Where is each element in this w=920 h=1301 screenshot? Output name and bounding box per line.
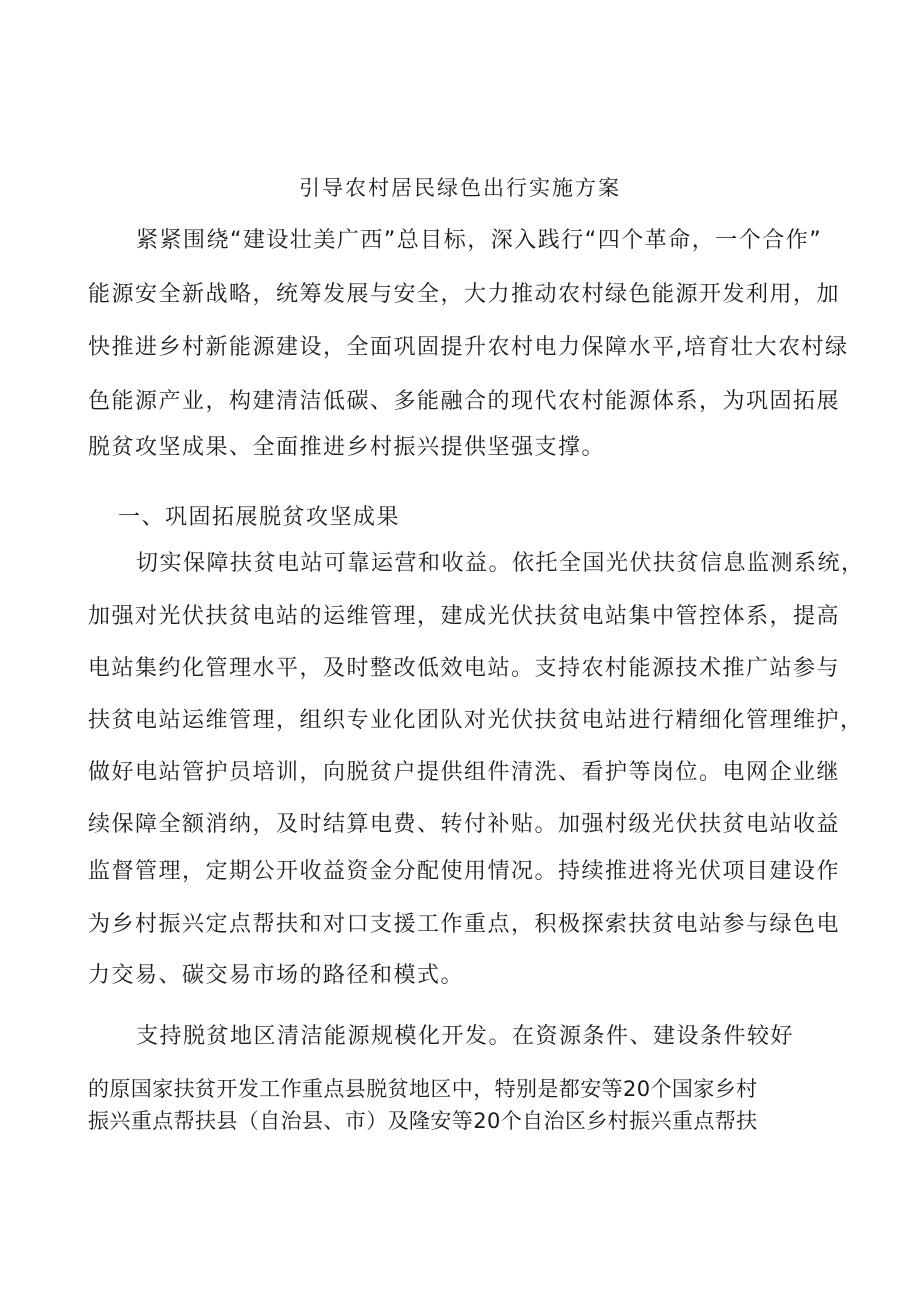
body-line: 监督管理，定期公开收益资金分配使用情况。持续推进将光伏项目建设作 [88, 859, 841, 884]
body-line: 做好电站管护员培训，向脱贫户提供组件清洗、看护等岗位。电网企业继 [88, 760, 841, 785]
intro-line: 紧紧围绕“建设壮美广西”总目标，深入践行“四个革命，一个合作” [136, 228, 823, 253]
section-heading: 一、巩固拓展脱贫攻坚成果 [118, 505, 401, 530]
body-line: 扶贫电站运维管理，组织专业化团队对光伏扶贫电站进行精细化管理维护， [88, 708, 864, 733]
body-line: 力交易、碳交易市场的路径和模式。 [88, 963, 465, 988]
body-line: 续保障全额消纳，及时结算电费、转付补贴。加强村级光伏扶贫电站收益 [88, 812, 841, 837]
body-line: 支持脱贫地区清洁能源规模化开发。在资源条件、建设条件较好 [136, 1024, 795, 1049]
body-line: 切实保障扶贫电站可靠运营和收益。依托全国光伏扶贫信息监测系统， [136, 551, 865, 576]
document-title: 引导农村居民绿色出行实施方案 [299, 176, 621, 200]
intro-line: 色能源产业，构建清洁低碳、多能融合的现代农村能源体系，为巩固拓展 [88, 389, 841, 414]
intro-line: 快推进乡村新能源建设，全面巩固提升农村电力保障水平,培育壮大农村绿 [88, 335, 849, 360]
body-line: 加强对光伏扶贫电站的运维管理，建成光伏扶贫电站集中管控体系，提高 [88, 604, 841, 629]
body-line: 的原国家扶贫开发工作重点县脱贫地区中，特别是都安等20个国家乡村 [88, 1077, 758, 1101]
intro-line: 脱贫攻坚成果、全面推进乡村振兴提供坚强支撑。 [88, 435, 606, 460]
body-line: 振兴重点帮扶县（自治县、市）及隆安等20个自治区乡村振兴重点帮扶 [88, 1109, 758, 1133]
body-line: 电站集约化管理水平，及时整改低效电站。支持农村能源技术推广站参与 [88, 656, 841, 681]
body-line: 为乡村振兴定点帮扶和对口支援工作重点，积极探索扶贫电站参与绿色电 [88, 912, 841, 937]
intro-line: 能源安全新战略，统筹发展与安全，大力推动农村绿色能源开发利用，加 [88, 282, 841, 307]
